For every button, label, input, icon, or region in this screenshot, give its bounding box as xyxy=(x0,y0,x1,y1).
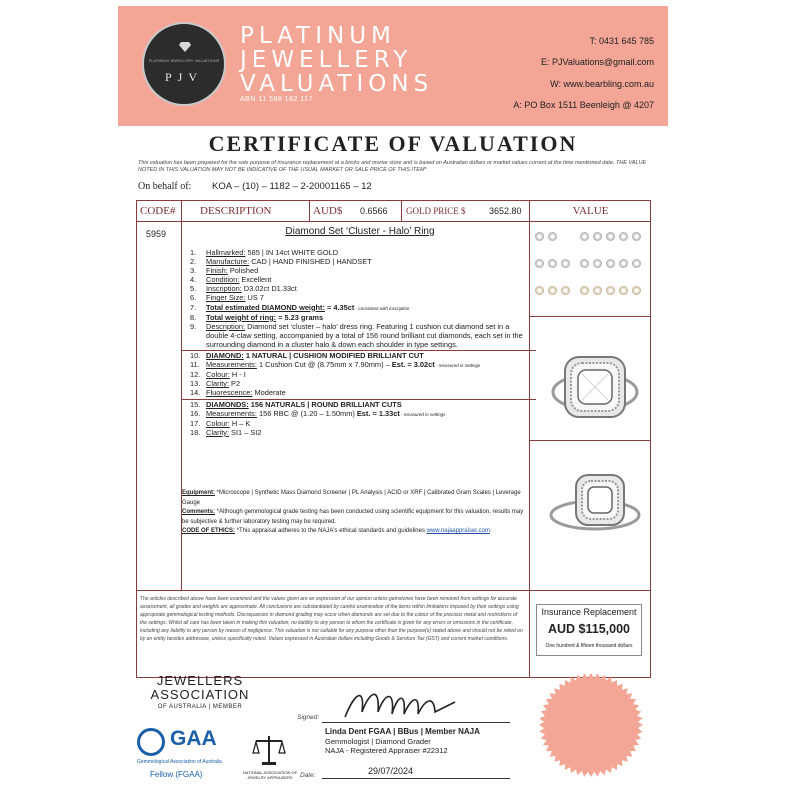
item-label: DIAMONDS: xyxy=(206,399,249,409)
diamond-thumbnail xyxy=(606,232,615,241)
signer-role-1: Gemmologist | Diamond Grader xyxy=(325,737,431,746)
diamond-thumbnail xyxy=(632,259,641,268)
abn-number: ABN 11 588 182 117 xyxy=(240,96,313,103)
list-item xyxy=(190,351,530,360)
list-item xyxy=(190,428,530,437)
item-text xyxy=(206,322,530,349)
ethics-label: CODE OF ETHICS: xyxy=(182,528,236,535)
signature-line xyxy=(322,722,510,723)
ring-title: Diamond Set ‘Cluster - Halo’ Ring xyxy=(285,226,435,237)
header-gold-value: 3652.80 xyxy=(489,206,522,216)
behalf-value: KOA – (10) – 1182 – 2-20001165 – 12 xyxy=(212,181,372,192)
header-value: VALUE xyxy=(572,205,609,217)
divider-desc xyxy=(309,200,310,222)
certificate-title: CERTIFICATE OF VALUATION xyxy=(208,131,578,156)
item-note: - consistent with inscription xyxy=(354,305,410,311)
diamond-thumbnail xyxy=(535,232,544,241)
item-text xyxy=(206,293,530,302)
item-label: Description: xyxy=(206,321,246,331)
item-label: Clarity: xyxy=(206,427,229,437)
insurance-amount-words: One hundred & fifteen thousand dollars xyxy=(545,643,633,649)
naja-link[interactable]: www.najaappraiser.com xyxy=(426,528,490,535)
list-item xyxy=(190,322,530,349)
scales-icon xyxy=(252,733,286,767)
seal-stamp xyxy=(538,672,644,778)
logo-arc-text: PLATINUM JEWELLERY VALUATIONS xyxy=(148,58,220,63)
list-item xyxy=(190,379,530,388)
item-text xyxy=(206,266,530,275)
item-value: = 5.23 grams xyxy=(276,312,324,322)
ja-subtitle: OF AUSTRALIA | MEMBER xyxy=(157,704,243,710)
item-value: US 7 xyxy=(245,293,264,303)
item-value: H - I xyxy=(229,370,246,380)
brand-line-3: VALUATIONS xyxy=(240,71,434,97)
brand-line-1: PLATINUM xyxy=(240,23,396,49)
ja-line-1: JEWELLERS xyxy=(156,673,244,688)
date-label: Date: xyxy=(300,772,316,779)
item-label: Colour: xyxy=(206,418,230,428)
diamond-thumbnail xyxy=(561,259,570,268)
equipment-label: Equipment: xyxy=(182,490,215,496)
item-number: 18. xyxy=(190,427,201,437)
item-number: 1. xyxy=(190,248,197,257)
diamond-thumbnail xyxy=(548,286,557,295)
item-number: 13. xyxy=(190,379,201,389)
item-value: Moderate xyxy=(252,388,286,398)
item-label: Measurements: xyxy=(206,360,257,370)
item-value: D3.02ct D1.33ct xyxy=(241,284,297,294)
diamond-thumbnail xyxy=(580,232,589,241)
item-value: CAD | HAND FINISHED | HANDSET xyxy=(249,257,372,267)
item-value: Polished xyxy=(227,266,259,276)
diamond-thumbnail xyxy=(548,232,557,241)
item-text xyxy=(206,275,530,284)
item-value: SI1 – SI2 xyxy=(229,427,262,437)
item-label: Finish: xyxy=(206,266,228,276)
gem-icon xyxy=(179,42,191,52)
comments-label: Comments: xyxy=(182,509,216,516)
signer-role-2: NAJA - Registered Appraiser #22312 xyxy=(325,746,448,755)
diamond-thumbnail xyxy=(619,259,628,268)
diamond-thumbnail xyxy=(580,259,589,268)
item-text xyxy=(206,409,530,419)
item-code: 5959 xyxy=(146,229,167,239)
item-label: Inscription: xyxy=(206,284,242,294)
diamond-thumbnail xyxy=(593,259,602,268)
item-number: 8. xyxy=(190,312,197,322)
item-value: = 4.35ct xyxy=(324,302,355,312)
item-value: H – K xyxy=(229,418,251,428)
logo-text: PJV xyxy=(164,70,203,84)
item-number: 3. xyxy=(190,266,197,276)
item-value: 585 | IN 14ct WHITE GOLD xyxy=(245,248,339,257)
contact-address: A: PO Box 1511 Beenleigh @ 4207 xyxy=(513,100,654,110)
item-number: 17. xyxy=(190,418,201,428)
diamond-thumbnail xyxy=(535,286,544,295)
item-text xyxy=(206,360,530,370)
item-number: 10. xyxy=(190,351,201,361)
diamond-thumbnail xyxy=(632,232,641,241)
item-number: 2. xyxy=(190,257,197,267)
item-label: Total estimated DIAMOND weight: xyxy=(206,302,325,312)
item-label: Total weight of ring: xyxy=(206,312,277,322)
jewellers-association-logo xyxy=(140,674,260,702)
item-value: 156 RBC @ (1.20 – 1.50mm) xyxy=(256,408,357,418)
header-gold-label: GOLD PRICE $ xyxy=(406,206,466,216)
list-item xyxy=(190,313,530,322)
item-value: 1 Cushion Cut @ (8.75mm x 7.90mm) – xyxy=(256,360,392,370)
diamond-thumbnail xyxy=(535,259,544,268)
item-label: Clarity: xyxy=(206,379,229,389)
diamond-thumbnail xyxy=(548,259,557,268)
item-label: Finger Size: xyxy=(206,293,246,303)
header-aud-label: AUD$ xyxy=(313,205,343,217)
divider-aud xyxy=(401,200,402,222)
item-number: 6. xyxy=(190,293,197,303)
item-label: DIAMOND: xyxy=(206,351,244,361)
item-label: Fluorescence: xyxy=(206,388,253,398)
divider-value-row2 xyxy=(530,440,651,441)
list-item xyxy=(190,275,530,284)
item-label: Hallmarked: xyxy=(206,248,246,257)
item-text xyxy=(206,400,530,409)
list-item xyxy=(190,266,530,275)
bottom-disclaimer: The articles described above have been examined and the values given are an expression of our opinion unless gemstones have been removed from settings for accurate assessment, all grades and weights are approximate. All conclusions are substantiated by careful examination of the items within limitations imposed by their settings using appropriate gemmological testing methods. Discrepancies in diamond grading may occur when diamonds are set due to the colour of the precious metal and restrictions of the settings. Whilst all care has been taken in making this valuation, no liability to any person to whom the certificate is given for any errors or omissions in the certificate, including any liability to any person by reason of negligence. This valuation is not suitable for any purpose other than the purpose(s) stated above and should not be relied on by an entity besides addressee, unless specifically noted. Values expressed in Australian dollars including Goods & Services Tax (GST) and current market conditions. xyxy=(140,596,523,643)
signer-roles xyxy=(325,737,448,755)
item-label: Measurements: xyxy=(206,408,257,418)
signed-label: Signed: xyxy=(297,714,320,721)
diamond-thumbnail xyxy=(619,232,628,241)
list-item xyxy=(190,284,530,293)
notes-section xyxy=(182,489,528,537)
diamond-thumbnail xyxy=(593,286,602,295)
item-number: 4. xyxy=(190,275,197,285)
brand-name xyxy=(240,24,433,96)
item-text xyxy=(206,419,530,428)
diamond-thumbnail xyxy=(580,286,589,295)
diamond-photo-grid xyxy=(535,230,643,310)
item-text xyxy=(206,379,530,388)
diamond-thumbnail xyxy=(561,286,570,295)
gaa-fellow: Fellow (FGAA) xyxy=(150,770,203,779)
item-estimate: Est. = 1.33ct xyxy=(356,408,400,418)
item-label: Colour: xyxy=(206,370,230,380)
item-number: 15. xyxy=(190,399,201,409)
item-number: 9. xyxy=(190,321,197,331)
item-number: 14. xyxy=(190,388,201,398)
gaa-emblem-icon xyxy=(137,728,165,756)
item-number: 5. xyxy=(190,284,197,294)
list-item xyxy=(190,419,530,428)
item-note: - measured in settings xyxy=(399,411,446,417)
ethics-text: *This appraisal adheres to the NAJA's ethical standards and guidelines xyxy=(235,528,427,535)
comments-text: *Although gemmological grade testing has been conducted using scientific equipment for this valuation, results may be subjective & further laboratory testing may be required. xyxy=(182,509,524,525)
company-logo xyxy=(142,22,226,106)
ring-photo-top xyxy=(548,337,643,437)
top-disclaimer: This valuation has been prepared for the sole purpose of insurance replacement at a bricks and mortar store and is based on Australian dollars or market values current at the time mentioned date. THE VALUE NOTED IN THIS VALUATION MAY NOT BE INDICATIVE OF THE USUAL MARKET OR SALE PRICE OF THIS ITEM* xyxy=(138,160,647,173)
contact-web: W: www.bearbling.com.au xyxy=(550,79,654,89)
date-value: 29/07/2024 xyxy=(368,766,414,776)
divider-disclaimer xyxy=(136,590,530,591)
item-text xyxy=(206,303,530,313)
list-item xyxy=(190,248,530,257)
item-text xyxy=(206,248,530,257)
gaa-logo-text: GAA xyxy=(170,727,217,750)
list-item xyxy=(190,360,530,370)
contact-phone: T: 0431 645 785 xyxy=(589,36,654,46)
diamond-thumbnail xyxy=(632,286,641,295)
ja-line-2: ASSOCIATION xyxy=(150,687,250,702)
list-item xyxy=(190,370,530,379)
item-list xyxy=(190,248,530,437)
item-number: 12. xyxy=(190,370,201,380)
signer-name: Linda Dent FGAA | BBus | Member NAJA xyxy=(325,727,480,736)
item-text xyxy=(206,351,530,360)
list-item xyxy=(190,400,530,409)
divider-value-row1 xyxy=(530,316,651,317)
brand-line-2: JEWELLERY xyxy=(240,47,413,73)
seal-shape xyxy=(539,673,643,777)
insurance-title: Insurance Replacement xyxy=(541,607,637,617)
list-item xyxy=(190,409,530,419)
item-value: Diamond set ‘cluster – halo’ dress ring. Featuring 1 cushion cut diamond set in a double 4-claw setting, accompanied by a total of 156 round brilliant cut diamonds, each set in the surrounding diamond in a cluster halo & down each shoulder in type settings. xyxy=(206,321,523,349)
item-text xyxy=(206,428,530,437)
diamond-thumbnail xyxy=(619,286,628,295)
signature-image xyxy=(340,682,460,722)
header-code: CODE# xyxy=(140,205,176,217)
diamond-thumbnail xyxy=(593,232,602,241)
list-item xyxy=(190,293,530,302)
item-text xyxy=(206,284,530,293)
gaa-subtitle: Gemmological Association of Australia xyxy=(137,759,222,765)
diamond-thumbnail xyxy=(606,259,615,268)
list-item xyxy=(190,257,530,266)
list-item xyxy=(190,388,530,397)
behalf-label: On behalf of: xyxy=(138,181,192,192)
header-aud-value: 0.6566 xyxy=(360,206,388,216)
item-number: 7. xyxy=(190,302,197,312)
ring-photo-side xyxy=(548,467,643,547)
equipment-text: *Microscope | Synthetic Mass Diamond Screener | PL Analysis | ACID or XRF | Calibrated Gram Scales | Leverage Gauge xyxy=(182,490,521,506)
naja-subtitle: NATIONAL ASSOCIATION OF JEWELRY APPRAISERS xyxy=(242,770,298,780)
item-text xyxy=(206,313,530,322)
divider-value-row3 xyxy=(530,590,651,591)
item-label: Condition: xyxy=(206,275,240,285)
item-value: 1 NATURAL | CUSHION MODIFIED BRILLIANT CUT xyxy=(243,351,424,361)
item-value: 156 NATURALS | ROUND BRILLIANT CUTS xyxy=(248,399,402,409)
item-number: 11. xyxy=(190,360,200,370)
date-line xyxy=(322,778,510,779)
item-estimate: Est. = 3.02ct xyxy=(391,360,435,370)
list-item xyxy=(190,303,530,313)
header-description: DESCRIPTION xyxy=(200,205,272,217)
item-note: - measured in settings xyxy=(434,363,481,369)
diamond-thumbnail xyxy=(606,286,615,295)
item-label: Manufacture: xyxy=(206,257,250,267)
item-value: P2 xyxy=(229,379,241,389)
insurance-amount: AUD $115,000 xyxy=(547,622,630,636)
item-value: Excellent xyxy=(239,275,272,285)
item-text xyxy=(206,388,530,397)
contact-email: E: PJValuations@gmail.com xyxy=(540,57,654,67)
item-text xyxy=(206,257,530,266)
item-number: 16. xyxy=(190,408,201,418)
item-text xyxy=(206,370,530,379)
